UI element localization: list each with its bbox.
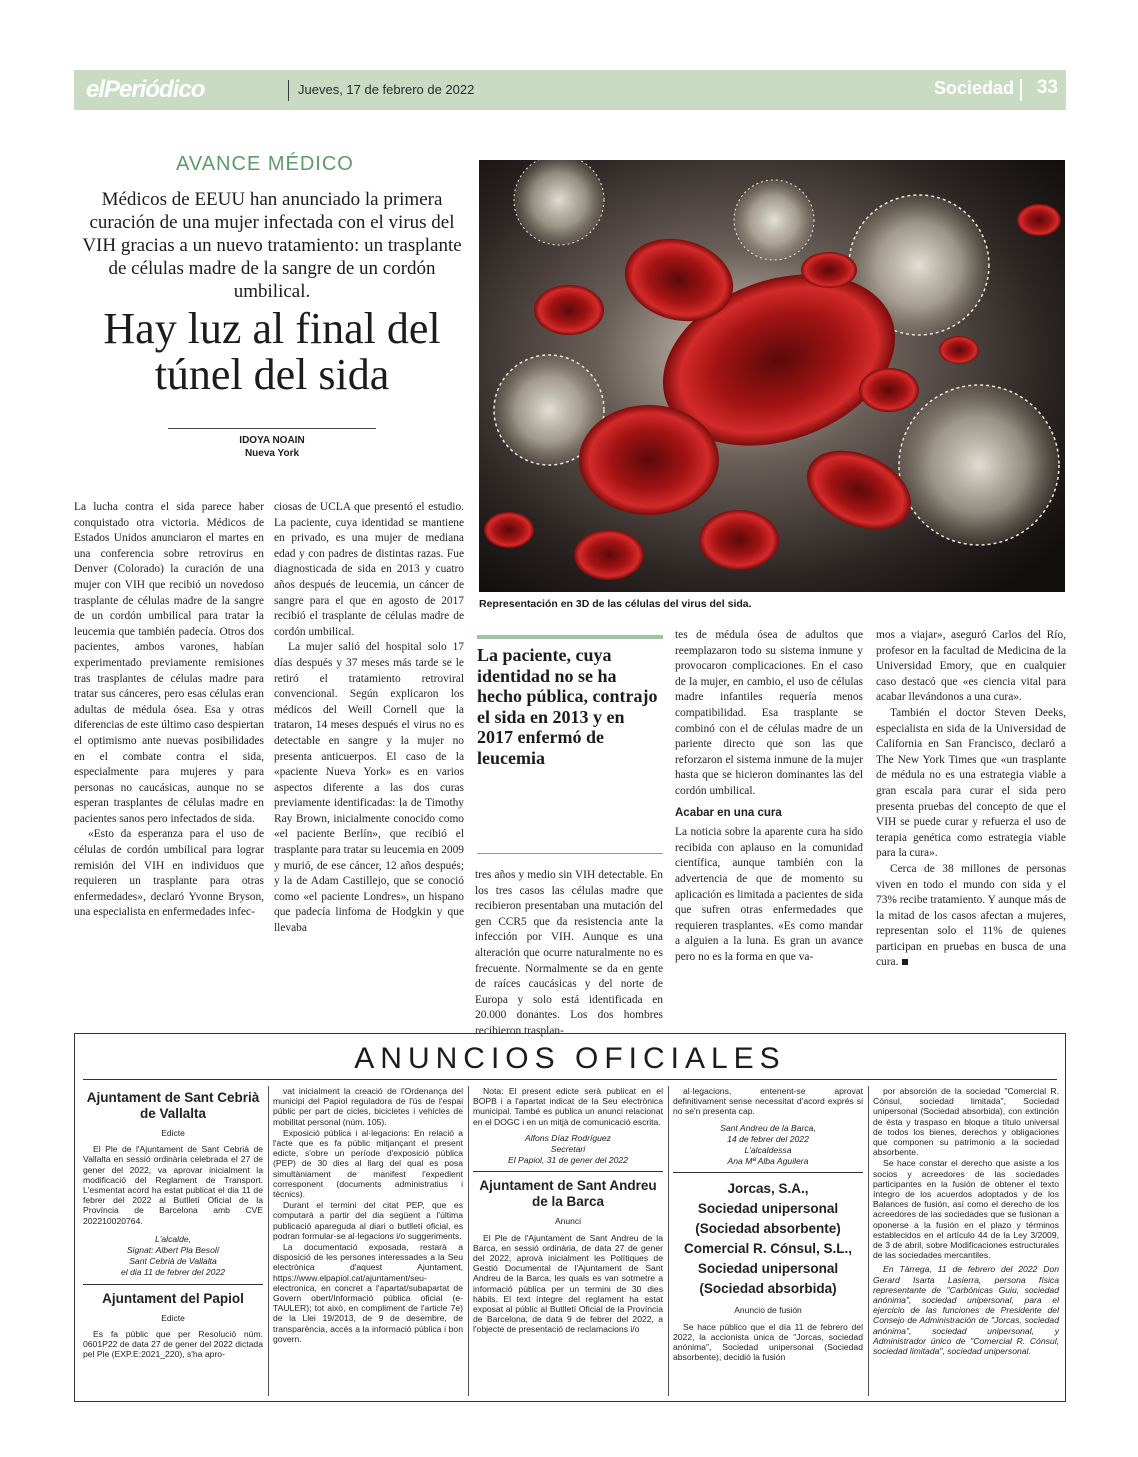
notice-body: por absorción de la sociedad "Comercial R. Cónsul, sociedad limitada", Sociedad unipersonal (Sociedad absorbida), con extinción de ésta y traspaso en bloque a título universal de todos los bienes, derechos y obligaciones que componen su patrimonio a la sociedad absorbente. [873,1086,1059,1158]
page-number: 33 [1036,77,1058,98]
article-photo [479,160,1065,592]
notice-signature: Sant Cebrià de Vallalta [129,1256,217,1267]
notice-signature: 14 de febrer del 2022 [727,1133,809,1144]
notice-signature: Alfons Díaz Rodríguez [525,1132,611,1143]
notice-signature: Ana Mª Alba Aguilera [727,1156,809,1167]
notice-body: Es fa públic que per Resolució núm. 0601P22 de data 27 de gener del 2022 dictada pel Ple (EXP.E:2021_220), s'ha apro- [83,1328,263,1360]
notice-body: Durant el termini del citat PEP, que es computarà a partir del dia següent a l'última publicació apareguda al diari o butlletí oficial, es podran formular-se al·legacions i/o suggeriments. [273,1200,463,1241]
notice-body: El Ple de l'Ajuntament de Sant Cebrià de Vallalta en sessió ordinària celebrada el 27 de gener del 2022, va aprovar inicialment la modificació del Reglament de Transport. L'esmentat acord ha estat publicat el dia 11 de febrer del 2022 al Butlletí Oficial de la Província de Barcelona amb CVE 202210020764. [83,1144,263,1226]
paragraph: «Esto da esperanza para el uso de células de cordón umbilical para lograr remisión del VIH en individuos que requieren un trasplante para otras enfermedades», declaró Yvonne Bryson, una especialista en enfermedades infec- [74,828,264,919]
article-headline: Hay luz al final del túnel del sida [103,304,441,399]
paragraph: La noticia sobre la aparente cura ha sido recibida con aplauso en la comunidad científica, aunque también con la advertencia de que de momento su aplicación es limitada a pacientes de sida que sufren otras enfermedades que requieren trasplantes. «Es como mandar a alguien a la luna. Es gran un avance pero no es la forma en que va- [675,826,863,963]
notice-body: vat inicialment la creació de l'Ordenança del municipi del Papiol reguladora de l'ús de l'espai públic per part de cicles, bicicletes i vehicles de mobilitat personal (núm. 105). [273,1086,463,1127]
notice-divider [673,1172,863,1173]
paragraph: mos a viajar», aseguró Carlos del Río, profesor en la facultad de Medicina de la Universidad Emory, que en cualquier caso destacó que «es ciencia vital para acabar llevándonos a una cura». [876,629,1066,704]
notice-body: Nota: El present edicte serà publicat en el BOPB i a l'apartat indicat de la Seu electrònica municipal. També es publica un anunci relacionat en el DOGC i en un mitjà de comunicació escrita. [473,1086,663,1127]
notice-body: La documentació exposada, restarà a disposició de les persones interessades a la Seu electrònica d'aquest Ajuntament, https://www.elpapiol.cat/ajuntament/seu-electronica, en concret a l'apartat/subapartat de Govern obert/Informació pública oficial (e-TAULER); tot això, en compliment de l'article 7e) de la Llei 19/2013, de 9 de desembre, de transparència, accés a la informació pública i bon govern. [273,1242,463,1344]
notice-signature: Signat: Albert Pla Besolí [126,1245,220,1256]
paragraph: tes de médula ósea de adultos que reemplazaron todo su sistema inmune y provocaron complicaciones. En el caso de la mujer, en cambio, el uso de células madre infantiles requería menos compatibilidad. Esa trasplante se combinó con el de células madre de un pariente directo que son las que reforzaron el sistema inmune de la mujer hasta que se hicieron dominantes las del cordón umbilical. [675,629,863,797]
paragraph-last [876,862,1066,971]
notice-kind: Anuncio de fusión [734,1305,802,1316]
column-divider [868,1086,869,1396]
notice-signature: L'alcalde, [154,1233,192,1244]
notice-signature: Sant Andreu de la Barca, [720,1122,816,1133]
page-header [74,70,1066,110]
end-of-article-mark [902,959,908,965]
notice-divider [83,1284,263,1285]
notice-body: al·legacions, entenent-se aprovat definitivament sense necessitat d'acord exprés si no se'n presenta cap. [673,1086,863,1117]
article-kicker: AVANCE MÉDICO [176,153,354,175]
header-divider-right [1020,79,1022,101]
notice-body: Se hace público que el día 11 de febrero del 2022, la accionista única de "Jorcas, sociedad anónima", Sociedad unipersonal (Sociedad absorbente), decidió la fusión [673,1321,863,1363]
dateline: Nueva York [244,448,300,459]
column-divider [268,1086,269,1396]
notice-body: Se hace constar el derecho que asiste a los socios y acreedores de las sociedades participantes en la fusión de obtener el texto íntegro de los acuerdos adoptados y de los Balances de fusión, así como el derecho de los acreedores de las sociedades que se fusionan a oponerse a la fusión en el plazo y términos establecidos en el artículo 44 de la Ley 3/2009, de 3 de abril, sobre Modificaciones estructurales de las sociedades mercantiles. [873,1158,1059,1261]
notice-signature: El Papiol, 31 de gener del 2022 [508,1155,628,1166]
notice-heading: Sociedad unipersonal [697,1201,839,1217]
paragraph: La lucha contra el sida parece haber conquistado otra victoria. Médicos de Estados Unidos anunciaron el martes en una conferencia sobre retrovirus en Denver (Colorado) la curación de una mujer con VIH que recibió un novedoso trasplante de células madre de la sangre de un cordón umbilical para tratar la leucemia que también padecía. Otros dos pacientes, ambos varones, habían experimentado previamente remisiones tras trasplantes de células madre para tratar sus cánceres, pero esas células eran adultas de médula ósea. Esa y otras diferencias de este último caso despiertan el optimismo ante nuevas posibilidades en el combate contra el sida, especialmente para mujeres y para personas no caucásicas, aunque no se esperan trasplantes de células madre en pacientes sanos pero infectados de sida. [74,501,264,825]
paragraph: También el doctor Steven Deeks, especialista en sida de la Universidad de California en San Francisco, declaró a The New York Times que «un trasplante de médula no es una estrategia viable a gran escala para curar el sida pero presenta pruebas del concepto de que el VIH se puede curar y refuerza el uso de terapia genética como estrategia viable para la cura». [876,706,1066,860]
notice-column-1 [83,1086,263,1360]
section-subhead: Acabar en una cura [675,806,782,819]
notice-signature: el dia 11 de febrer del 2022 [121,1267,225,1278]
notices-title-rule [83,1079,1057,1080]
notice-signature: Secretari [550,1144,586,1155]
paragraph-text: Cerca de 38 millones de personas viven en todo el mundo con sida y el 73% recibe tratamiento. Y aunque más de la mitad de los casos afectan a mujeres, representan solo el 11% de quienes participan en pruebas en busca de una cura. [876,862,1066,969]
notice-kind: Edicte [161,1128,185,1138]
paragraph: La mujer salió del hospital solo 17 días después y 37 meses más tarde se le retiró el tratamiento retroviral convencional. Según explicaron los médicos del Weill Cornell que la trataron, 14 meses después el virus no es detectable en sangre y la mujer no presenta anticuerpos. El caso de la «paciente Nueva York» es en varios aspectos diferente a las dos curas previamente identificadas: la de Timothy Ray Brown, inicialmente conocido como «el paciente Berlín», que recibió el trasplante para tratar su leucemia en 2009 y murió, de ese cáncer, 12 años después; y la de Adam Castillejo, que se conoció como «el paciente Londres», un hispano que padecía linfoma de Hodgkin y que llevaba [274,641,464,935]
paragraph: tres años y medio sin VIH detectable. En los tres casos las células madre que recibieron presentaban una mutación del gen CCR5 que da resistencia ante la infección por VIH. Aunque es una alteración que ocurre naturalmente no es frecuente. Normalmente se da en gente de raíces caucásicas y del norte de Europa y solo está identificada en 20.000 donantes. Los dos hombres recibieron trasplan- [475,869,663,1037]
notice-heading: Ajuntament de Sant Andreu de la Barca [479,1178,657,1210]
author-name: IDOYA NOAIN [239,435,305,446]
section-name: Sociedad [933,78,1014,98]
notice-kind: Anunci [555,1216,581,1227]
pullquote-bottom-rule [477,853,663,854]
header-divider [288,80,289,101]
notice-heading: Comercial R. Cónsul, S.L., [683,1241,853,1257]
notice-heading: (Sociedad absorbida) [699,1281,837,1297]
pullquote-rule [477,635,663,639]
notice-column-4 [673,1086,863,1363]
notice-heading: Ajuntament del Papiol [102,1290,244,1306]
article-column-3 [475,868,663,1040]
article-lead: Médicos de EEUU han anunciado la primera curación de una mujer infectada con el virus del VIH gracias a un nuevo tratamiento: un trasplante de células madre de la sangre de un cordón umbilical. [82,189,462,302]
paragraph: ciosas de UCLA que presentó el estudio. La paciente, cuya identidad se mantiene en privado, es una mujer de mediana edad y con padres de distintas razas. Fue diagnosticada de sida en 2013 y cuatro años después de leucemia, un cáncer de sangre para el que en agosto de 2017 recibió el trasplante de células madre de cordón umbilical. [274,501,464,638]
notice-signature: En Tàrrega, 11 de febrero del 2022 Don Gerard Isarta Lasierra, persona física representante de "Carbónicas Guiu, sociedad anónima", sociedad unipersonal, para el ejercicio de las funciones de Presidente del Consejo de Administración de "Jorcas, sociedad anónima", sociedad unipersonal, y Administrador único de "Comercial R. Cónsul, sociedad limitada", sociedad unipersonal. [873,1264,1059,1357]
pullquote: La paciente, cuya identidad no se ha hecho pública, contrajo el sida en 2013 y en 2017 enfermó de leucemia [477,645,658,768]
byline [168,434,376,460]
notice-body: Exposició pública i al·legacions: En relació a l'acte que es fa públic mitjançant el present edicte, s'obre un període d'exposició pública (PEP) de 30 dies al llarg del qual es posa simultàniament de manifest l'expedient corresponent (documents administratius i tècnics). [273,1127,463,1200]
notice-heading: Jorcas, S.A., [727,1181,809,1197]
notice-heading: (Sociedad absorbente) [695,1221,841,1237]
notice-kind: Edicte [161,1312,185,1323]
byline-rule [168,428,376,429]
notice-body: El Ple de l'Ajuntament de Sant Andreu de la Barca, en sessió ordinària, de data 27 de gener del 2022, aprovà inicialment les Polítiques de Gestió Documental de l'Ajuntament de Sant Andreu de la Barca, les quals es van sotmetre a informació pública per un termini de 30 dies hàbils. El text íntegre del reglament ha estat exposat al públic al Butlletí Oficial de la Província de Barcelona, de data 9 de febrer del 2022, a l'objecte de presentació de reclamacions i/o [473,1232,663,1335]
issue-date: Jueves, 17 de febrero de 2022 [298,82,475,97]
notice-heading: Sociedad unipersonal [697,1261,839,1277]
article-column-4 [675,628,863,965]
photo-caption: Representación en 3D de las células del virus del sida. [479,598,752,610]
newspaper-logo: elPeriódico [86,76,205,103]
article-column-5 [876,628,1066,971]
article-column-1 [74,500,264,921]
notice-divider [473,1171,663,1172]
notice-column-3 [473,1086,663,1336]
column-divider [468,1086,469,1396]
article-column-2 [274,500,464,937]
notice-column-5 [873,1086,1059,1357]
column-divider [668,1086,669,1396]
notice-heading: Ajuntament de Sant Cebrià de Vallalta [86,1090,260,1121]
notice-column-2 [273,1086,463,1345]
notice-signature: L'alcaldessa [744,1145,792,1156]
official-notices-box [74,1033,1066,1402]
notices-title: ANUNCIOS OFICIALES [354,1042,786,1075]
